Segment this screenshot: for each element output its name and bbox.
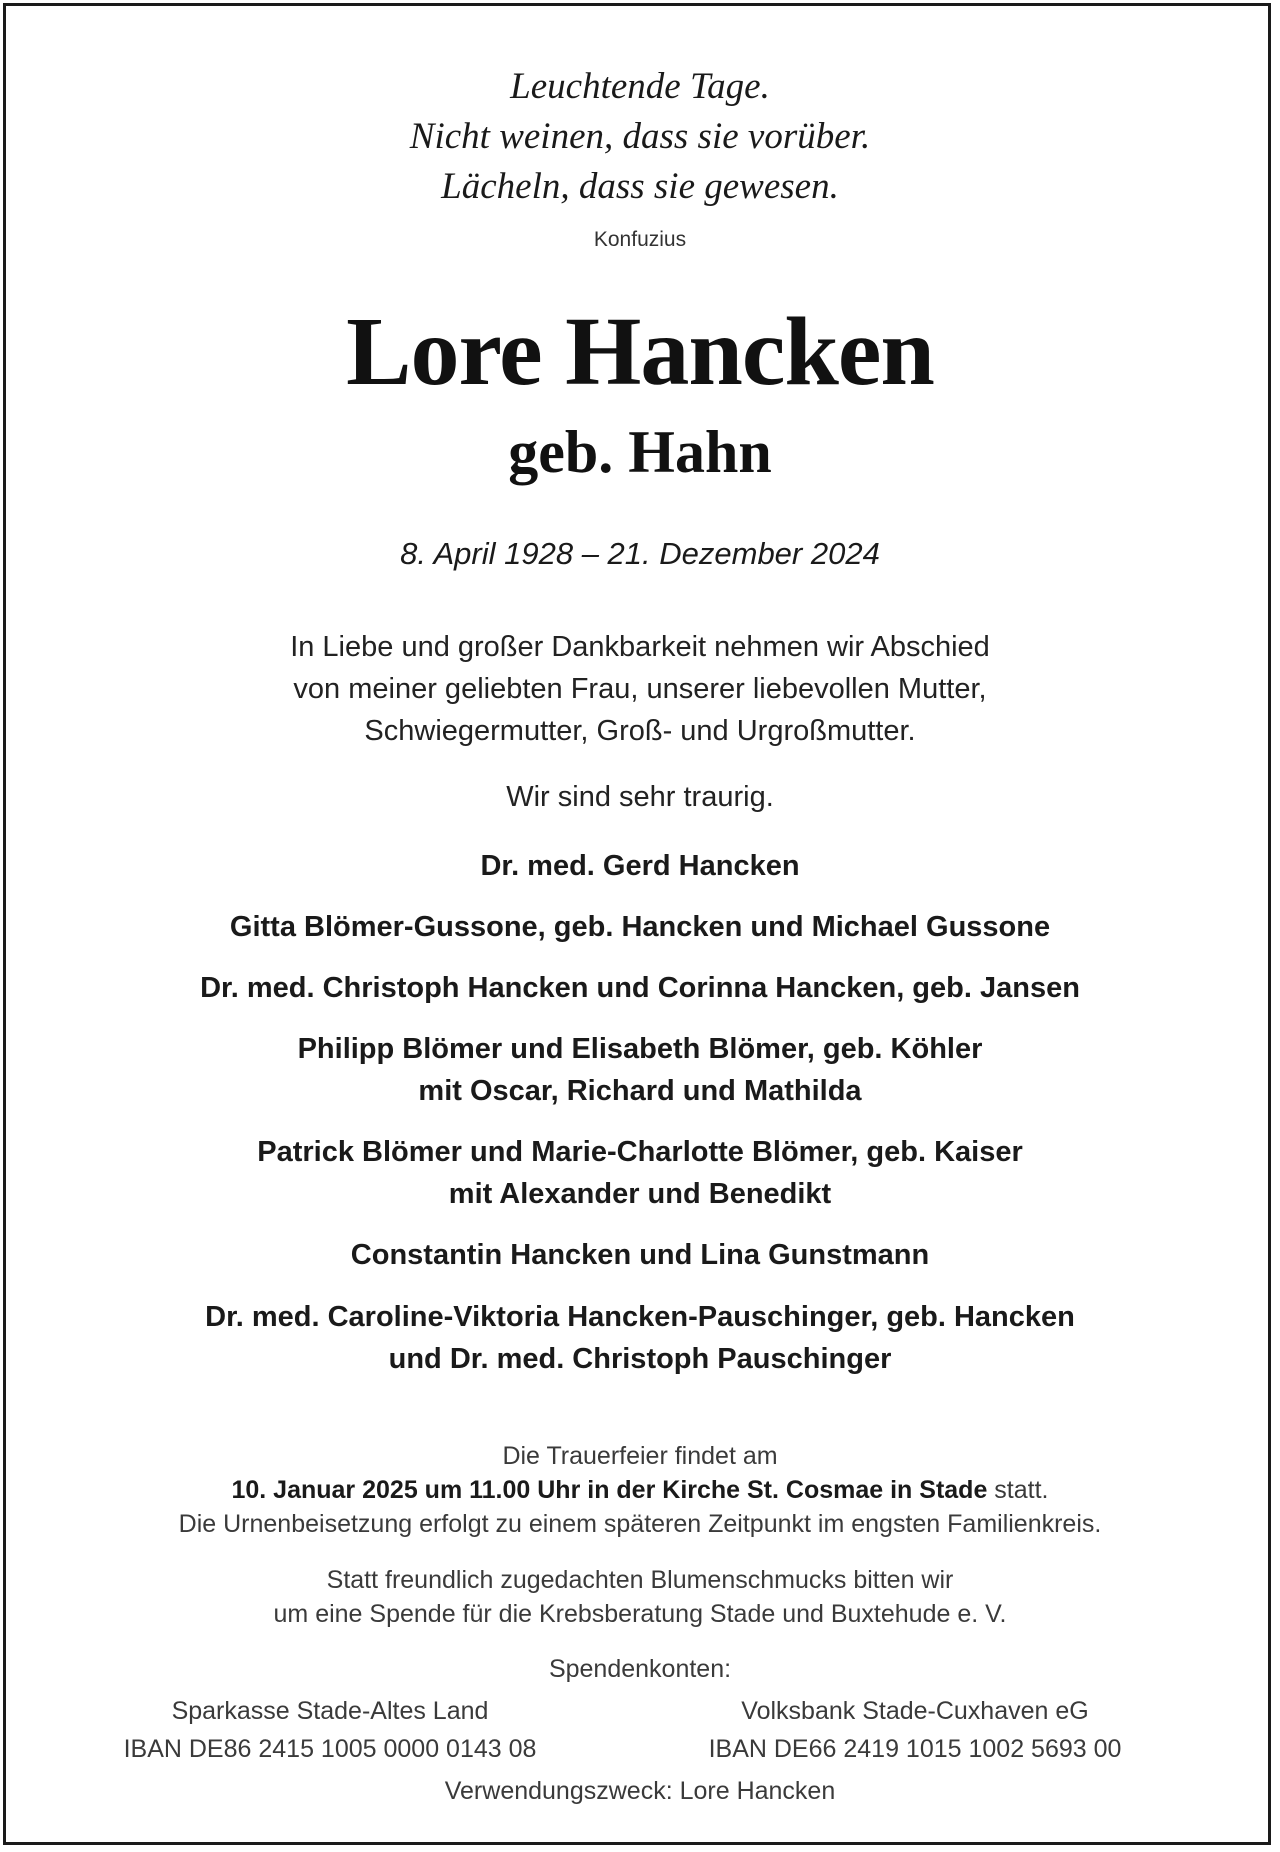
bank-account-sparkasse <box>100 1692 560 1768</box>
donation-line: um eine Spende für die Krebsberatung Stade und Buxtehude e. V. <box>273 1600 1007 1628</box>
intro-line: von meiner geliebten Frau, unserer liebevollen Mutter, <box>293 673 987 705</box>
ceremony-details: 10. Januar 2025 um 11.00 Uhr in der Kirche St. Cosmae in Stade <box>231 1476 988 1504</box>
bank-name: Sparkasse Stade-Altes Land <box>171 1697 489 1725</box>
intro-line: Schwiegermutter, Groß- und Urgroßmutter. <box>364 715 916 747</box>
ceremony-intro: Die Trauerfeier findet am <box>502 1442 778 1470</box>
bank-iban: IBAN DE66 2419 1015 1002 5693 00 <box>708 1735 1122 1763</box>
quote-attribution: Konfuzius <box>593 228 687 251</box>
family-member: Philipp Blömer und Elisabeth Blömer, geb. Köhler <box>297 1033 983 1065</box>
bank-iban: IBAN DE86 2415 1005 0000 0143 08 <box>123 1735 537 1763</box>
deceased-maiden-name: geb. Hahn <box>508 419 772 485</box>
donation-line: Statt freundlich zugedachten Blumenschmucks bitten wir <box>326 1566 954 1594</box>
donation-purpose: Verwendungszweck: Lore Hancken <box>444 1777 836 1805</box>
intro-line: In Liebe und großer Dankbarkeit nehmen wir Abschied <box>290 631 990 663</box>
family-member-partner: und Dr. med. Christoph Pauschinger <box>388 1343 892 1375</box>
quote-line: Lächeln, dass sie gewesen. <box>441 166 839 207</box>
life-dates: 8. April 1928 – 21. Dezember 2024 <box>400 536 880 571</box>
family-member: Dr. med. Gerd Hancken <box>480 850 800 882</box>
ceremony-details-suffix: statt. <box>987 1476 1049 1504</box>
bank-name: Volksbank Stade-Cuxhaven eG <box>741 1697 1089 1725</box>
family-member: Dr. med. Caroline-Viktoria Hancken-Pauschinger, geb. Hancken <box>205 1301 1075 1333</box>
family-member: Constantin Hancken und Lina Gunstmann <box>350 1239 930 1271</box>
family-member: Patrick Blömer und Marie-Charlotte Blömer, geb. Kaiser <box>257 1136 1023 1168</box>
family-member: Gitta Blömer-Gussone, geb. Hancken und Michael Gussone <box>229 911 1051 943</box>
family-member-children: mit Alexander und Benedikt <box>448 1178 832 1210</box>
quote-line: Nicht weinen, dass sie vorüber. <box>409 116 871 157</box>
family-member: Dr. med. Christoph Hancken und Corinna Hancken, geb. Jansen <box>200 972 1080 1004</box>
ceremony-details-line <box>0 1473 1280 1507</box>
urn-burial-note: Die Urnenbeisetzung erfolgt zu einem späteren Zeitpunkt im engsten Familienkreis. <box>178 1510 1102 1538</box>
bank-account-volksbank <box>680 1692 1150 1768</box>
family-member-children: mit Oscar, Richard und Mathilda <box>418 1075 862 1107</box>
quote-line: Leuchtende Tage. <box>510 66 770 107</box>
sad-line: Wir sind sehr traurig. <box>506 781 774 813</box>
deceased-name: Lore Hancken <box>346 298 934 406</box>
accounts-label: Spendenkonten: <box>548 1655 732 1683</box>
